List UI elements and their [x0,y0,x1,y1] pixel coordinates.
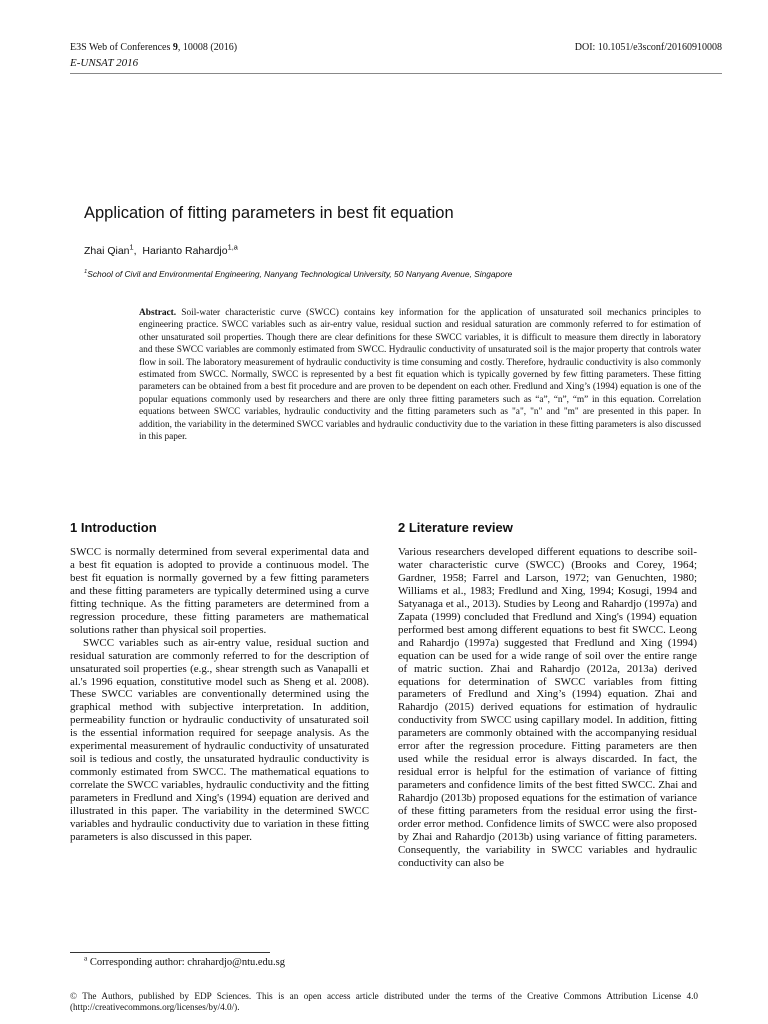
doi-link[interactable]: DOI: 10.1051/e3sconf/20160910008 [574,42,722,53]
author-affil-mark: 1,a [227,242,238,252]
section-heading-literature-review: 2 Literature review [398,520,513,535]
intro-paragraph-2: SWCC variables such as air-entry value, residual suction and residual saturation are commonly referred to for the description of unsaturated soil properties (e.g., shear strength such as Vanapalli et al.'s 1996 equation, constitutive model such as Sheng et al. 2008). These SWCC variables are conventionally determined using the graphical method with subjective interpretation. In addition, permeability function or hydraulic conductivity of unsaturated soil is the essential information required for seepage analysis. As the experimental measurement of hydraulic conductivity of unsaturated soil is tedious and costly, the unsaturated hydraulic conductivity is commonly estimated from SWCC. The mathematical equations to correlate the SWCC variables, hydraulic conductivity and the fitting parameters in Fredlund and Xing's (1994) equation are derived and illustrated in this paper. The variability in the determined SWCC variables and hydraulic conductivity due to variation in these fitting parameters is also discussed in this paper. [70,636,369,843]
author-affil-mark: 1 [129,242,134,252]
corresponding-author: Corresponding author: chrahardjo@ntu.edu.sg [89,957,286,968]
right-column [398,546,697,870]
running-header-journal [70,42,237,53]
abstract-label: Abstract. [139,308,177,318]
license-footer: © The Authors, published by EDP Sciences. This is an open access article distributed under the terms of the Creative Commons Attribution License 4.0 (http://creativecommons.org/licenses/by/4.0/). [70,991,698,1013]
article-number: , 10008 (2016) [177,42,238,53]
author-name: Zhai Qian [84,245,130,257]
affiliation-text: School of Civil and Environmental Engineering, Nanyang Technological University, 50 Nanyang Avenue, Singapore [87,269,513,279]
journal-volume: 9 [172,42,178,53]
left-column [70,546,369,844]
abstract [139,307,701,443]
author-list: Zhai Qian$^1$, Harianto Rahardjo$^{1,a}$ [84,242,238,257]
intro-paragraph-1: SWCC is normally determined from several experimental data and a best fit equation is adopted to provide a continuous model. The best fit equation is normally governed by a few fitting parameters and these fitting parameters are typically determined using a curve fitting technique. As the fitting parameters are determined from a regression procedure, these fitting parameters are mathematical solutions rather than physical soil properties. [70,546,369,636]
paper-title: Application of fitting parameters in best fit equation [84,204,454,222]
author-name: Harianto Rahardjo [142,245,228,257]
footnote-mark: a [84,953,88,963]
affiliation-mark: 1 [84,269,88,276]
abstract-text: Soil-water characteristic curve (SWCC) contains key information for the application of unsaturated soil mechanics principles to engineering practice. SWCC variables such as air-entry value, residual suction and residual saturation are commonly referred to for estimation of other unsaturated soil properties. Though there are clear definitions for these SWCC variables, it is difficult to measure them directly in laboratory and these SWCC variables are commonly estimated from SWCC. Hydraulic conductivity of unsaturated soil is the major property that controls water flow in soil. The laboratory measurement of hydraulic conductivity is time consuming and costly. Therefore, hydraulic conductivity is also commonly estimated from SWCC. Normally, SWCC is represented by a best fit equation which is typically governed by few fitting parameters. These fitting parameters can be obtained from a best fit procedure and are proven to be dependent on each other. Fredlund and Xing’s (1994) equation is one of the popular equations commonly used by researchers and there are only three fitting parameters such as “a”, “n”, “m” in this equation. Correlation equations between SWCC variables, hydraulic conductivity and the fitting parameters such as "a", "n" and "m" are presented in this paper. In addition, the variability in the determined SWCC variables and hydraulic conductivity due to the variation in these fitting parameters is also discussed in this paper. [139,308,701,443]
footnote [84,953,286,968]
conference-name: E-UNSAT 2016 [70,57,139,69]
header-rule [70,73,722,74]
section-heading-introduction: 1 Introduction [70,520,157,535]
journal-name: E3S Web of Conferences [70,42,171,53]
affiliation [84,269,512,279]
footnote-rule [70,952,270,953]
literature-paragraph-1: Various researchers developed different equations to describe soil-water characteristic curve (SWCC) (Brooks and Corey, 1964; Gardner, 1958; Farrel and Larson, 1972; van Genuchten, 1980; Williams et al., 1983; Fredlund and Xing, 1994; Kosugi, 1994 and Satyanaga et al., 2013). Studies by Leong and Rahardjo (1997a) and Zapata (1999) concluded that Fredlund and Xing's (1994) equation performed best among different equations to best fit SWCC. Leong and Rahardjo (1997a) suggested that Fredlund and Xing (1994) equation can be used for a wide range of soil over the entire range of matric suction. Zhai and Rahardjo (2012a, 2013a) derived equations for determination of SWCC variables from fitting parameters of Fredlund and Xing’s (1994) equation. Zhai and Rahardjo (2015) derived equations for estimation of hydraulic conductivity from SWCC using capillary model. In addition, fitting parameters are commonly obtained with the accompanying residual error after the regression procedure. Fitting parameters are then used while the residual error is always discarded. In fact, the residual error is helpful for the estimation of variance of fitting parameters and confidence limits of the best fitted SWCC. Zhai and Rahardjo (2013b) proposed equations for the estimation of variance of these fitting parameters from the residual error using the first-order error method. Confidence limits of SWCC were also proposed by Zhai and Rahardjo (2013b) using variance of fitting parameters. Consequently, the variability in SWCC variables and hydraulic conductivity can also be [398,546,697,869]
